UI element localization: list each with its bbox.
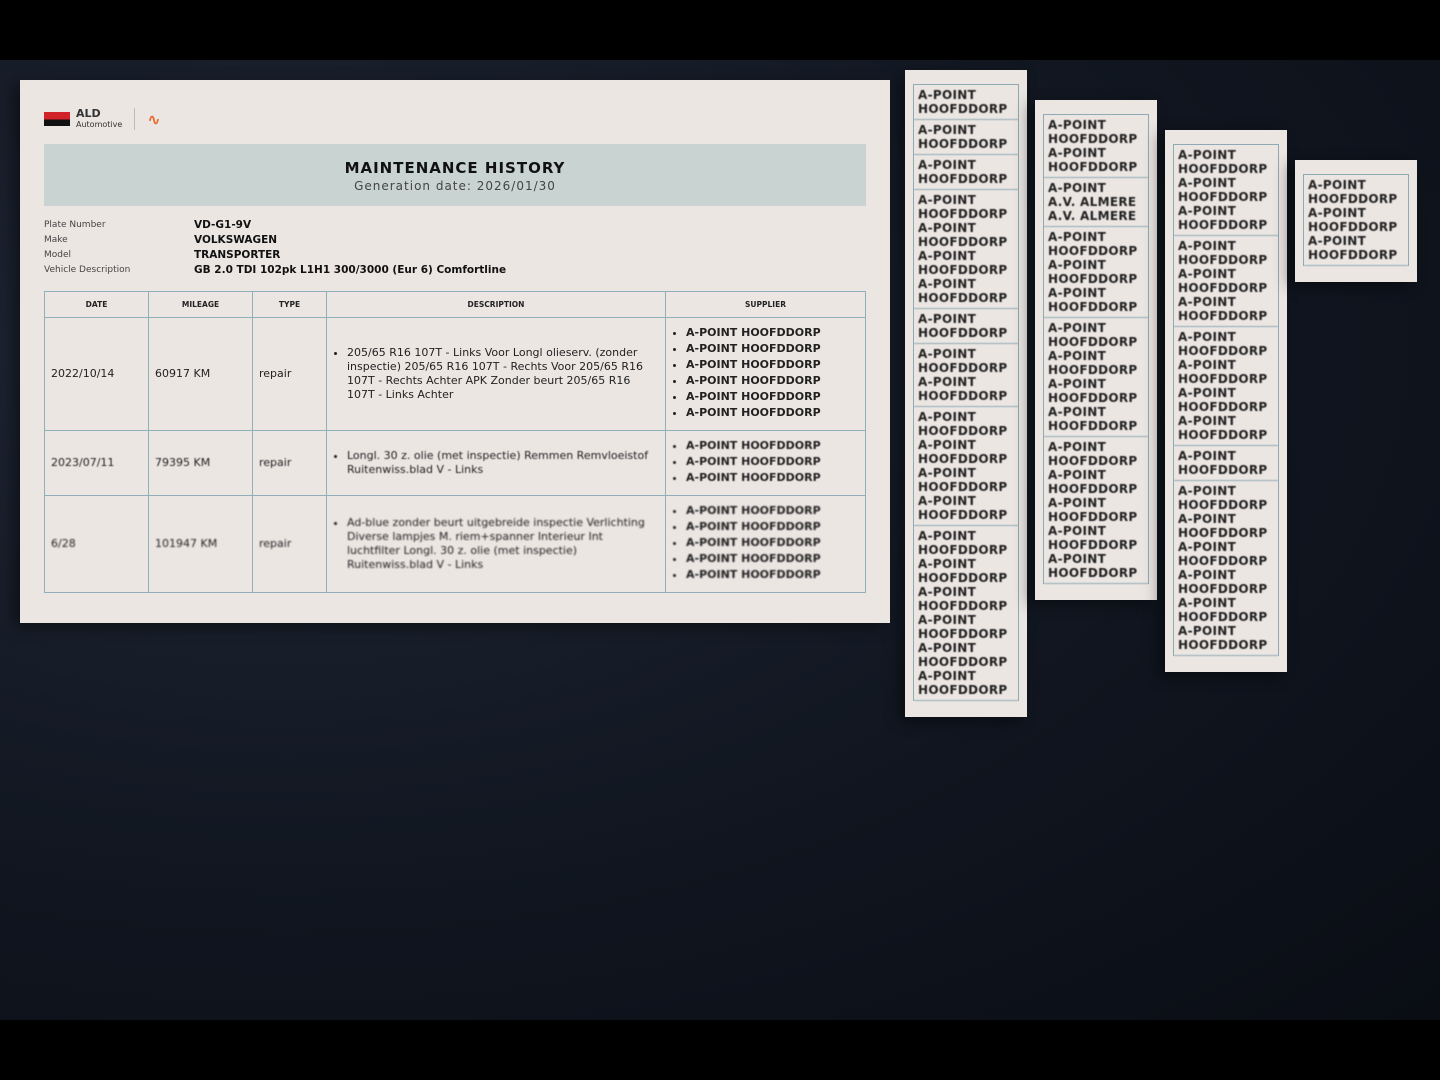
- supplier-column: [1303, 174, 1409, 266]
- supplier-name: A-POINT HOOFDDORP: [918, 466, 1008, 494]
- supplier-item: • A-POINT HOOFDDORP: [686, 552, 859, 566]
- supplier-name: A-POINT HOOFDDORP: [1308, 178, 1398, 206]
- supplier-item: • A-POINT HOOFDDORP: [686, 406, 859, 420]
- supplier-name: A-POINT HOOFDDORP: [1048, 377, 1138, 405]
- supplier-name: A-POINT HOOFDDORP: [1178, 295, 1268, 323]
- cell-supplier: [666, 318, 866, 431]
- supplier-cell: [1044, 178, 1148, 227]
- supplier-cell: [1174, 236, 1278, 327]
- supplier-name: A-POINT HOOFDDORP: [1048, 468, 1138, 496]
- supplier-item: • A-POINT HOOFDDORP: [686, 520, 859, 534]
- cell-date: 6/28: [45, 496, 149, 593]
- label-description: Vehicle Description: [44, 265, 131, 275]
- supplier-name: A-POINT HOOFDDORP: [918, 123, 1008, 151]
- cell-description: [327, 431, 666, 496]
- table-row: [45, 496, 866, 593]
- supplier-name: A.V. ALMERE: [1048, 195, 1137, 209]
- cell-type: repair: [253, 431, 327, 496]
- supplier-name: A-POINT HOOFDDORP: [1048, 405, 1138, 433]
- supplier-name: A-POINT HOOFDDORP: [1048, 230, 1138, 258]
- back-page: [905, 70, 1027, 717]
- supplier-item: • A-POINT HOOFDDORP: [686, 358, 859, 372]
- supplier-name: A-POINT HOOFDDORP: [918, 641, 1008, 669]
- col-date: DATE: [45, 292, 149, 318]
- supplier-name: A-POINT HOOFDDORP: [1048, 146, 1138, 174]
- supplier-name: A-POINT HOOFDDORP: [918, 585, 1008, 613]
- supplier-name: A-POINT HOOFDDORP: [918, 410, 1008, 438]
- supplier-name: A-POINT HOOFDDORP: [918, 249, 1008, 277]
- supplier-cell: [914, 309, 1018, 344]
- label-plate: Plate Number: [44, 220, 106, 230]
- supplier-name: A-POINT HOOFDDORP: [1048, 286, 1138, 314]
- header-band: [44, 144, 866, 206]
- supplier-name: A-POINT HOOFDDORP: [1308, 206, 1398, 234]
- supplier-name: A-POINT HOOFDDORP: [1178, 484, 1268, 512]
- table-row: [45, 431, 866, 496]
- supplier-name: A-POINT HOOFDDORP: [918, 312, 1008, 340]
- supplier-name: A-POINT HOOFDDORP: [918, 193, 1008, 221]
- cell-description: [327, 318, 666, 431]
- brand-logo-icon: [44, 112, 70, 126]
- supplier-name: A-POINT HOOFDDORP: [918, 375, 1008, 403]
- supplier-name: A-POINT HOOFDDORP: [1178, 568, 1268, 596]
- supplier-column: [1173, 144, 1279, 656]
- col-type: TYPE: [253, 292, 327, 318]
- maintenance-table: [44, 291, 866, 593]
- supplier-name: A-POINT HOOFDDORP: [918, 494, 1008, 522]
- supplier-cell: [1174, 145, 1278, 236]
- maintenance-history-page: [20, 80, 890, 623]
- supplier-name: A-POINT HOOFDDORP: [1048, 258, 1138, 286]
- description-text: • Ad-blue zonder beurt uitgebreide inspectie Verlichting Diverse lampjes M. riem+spanner Interieur Int luchtfilter Longl. 30 z. olie (met inspectie) Ruitenwiss.blad V - Links: [347, 516, 659, 572]
- supplier-name: A-POINT HOOFDDORP: [1048, 524, 1138, 552]
- supplier-item: • A-POINT HOOFDDORP: [686, 326, 859, 340]
- supplier-cell: [914, 85, 1018, 120]
- supplier-name: A-POINT HOOFDDORP: [1048, 496, 1138, 524]
- col-supplier: SUPPLIER: [666, 292, 866, 318]
- vehicle-description: GB 2.0 TDI 102pk L1H1 300/3000 (Eur 6) Comfortline: [194, 264, 507, 276]
- supplier-name: A-POINT HOOFDDORP: [1048, 349, 1138, 377]
- page-title: MAINTENANCE HISTORY: [344, 159, 566, 177]
- supplier-name: A-POINT HOOFDDORP: [918, 613, 1008, 641]
- supplier-cell: [914, 344, 1018, 407]
- supplier-cell: [1174, 446, 1278, 481]
- partner-logo-icon: ∿: [147, 109, 161, 129]
- cell-type: repair: [253, 318, 327, 431]
- supplier-name: A-POINT HOOFDDORP: [1178, 386, 1268, 414]
- supplier-item: • A-POINT HOOFDDORP: [686, 390, 859, 404]
- supplier-item: • A-POINT HOOFDDORP: [686, 504, 859, 518]
- supplier-name: A-POINT HOOFDDORP: [1308, 234, 1398, 262]
- supplier-name: A-POINT HOOFDDORP: [1178, 512, 1268, 540]
- supplier-cell: [1044, 318, 1148, 437]
- supplier-name: A-POINT HOOFDDORP: [918, 88, 1008, 116]
- back-page: [1295, 160, 1417, 282]
- supplier-name: A-POINT HOOFDDORP: [1178, 204, 1268, 232]
- supplier-name: A-POINT HOOFDDORP: [918, 158, 1008, 186]
- supplier-name: A-POINT HOOFDDORP: [918, 221, 1008, 249]
- supplier-cell: [1044, 437, 1148, 584]
- supplier-name: A-POINT HOOFDDORP: [1178, 540, 1268, 568]
- ald-automotive-logo: [44, 104, 866, 134]
- supplier-item: • A-POINT HOOFDDORP: [686, 342, 859, 356]
- cell-mileage: 60917 KM: [149, 318, 253, 431]
- model: TRANSPORTER: [194, 249, 281, 261]
- brand-name: ALD: [76, 107, 101, 120]
- supplier-name: A-POINT HOOFDDORP: [1178, 596, 1268, 624]
- supplier-cell: [914, 190, 1018, 309]
- plate-number: VD-G1-9V: [194, 219, 252, 231]
- supplier-cell: [1174, 327, 1278, 446]
- supplier-column: [1043, 114, 1149, 584]
- supplier-cell: [1304, 175, 1408, 266]
- supplier-cell: [914, 526, 1018, 701]
- supplier-name: A-POINT HOOFDDORP: [918, 529, 1008, 557]
- supplier-item: • A-POINT HOOFDDORP: [686, 536, 859, 550]
- cell-date: 2023/07/11: [45, 431, 149, 496]
- supplier-cell: [1174, 481, 1278, 656]
- supplier-name: A-POINT HOOFDDORP: [1178, 414, 1268, 442]
- cell-mileage: 79395 KM: [149, 431, 253, 496]
- supplier-name: A-POINT HOOFDDORP: [1178, 358, 1268, 386]
- supplier-name: A-POINT HOOFDDORP: [918, 347, 1008, 375]
- label-model: Model: [44, 250, 72, 260]
- back-page: [1035, 100, 1157, 600]
- supplier-cell: [1044, 115, 1148, 178]
- supplier-item: • A-POINT HOOFDDORP: [686, 374, 859, 388]
- supplier-name: A-POINT HOOFDDORP: [1178, 624, 1268, 652]
- logo-divider: [134, 108, 135, 130]
- supplier-cell: [914, 407, 1018, 526]
- supplier-name: A-POINT HOOFDDORP: [1048, 552, 1138, 580]
- supplier-name: A-POINT HOOFDDORP: [1178, 267, 1268, 295]
- supplier-name: A-POINT HOOFDDORP: [1048, 440, 1138, 468]
- supplier-item: • A-POINT HOOFDDORP: [686, 471, 859, 485]
- col-description: DESCRIPTION: [327, 292, 666, 318]
- supplier-name: A.V. ALMERE: [1048, 209, 1137, 223]
- supplier-name: A-POINT HOOFDDORP: [1178, 330, 1268, 358]
- col-mileage: MILEAGE: [149, 292, 253, 318]
- make: VOLKSWAGEN: [194, 234, 278, 246]
- supplier-name: A-POINT HOOFDDORP: [1178, 176, 1268, 204]
- description-text: • 205/65 R16 107T - Links Voor Longl olieserv. (zonder inspectie) 205/65 R16 107T - Rechts Voor 205/65 R16 107T - Rechts Achter APK Zonder beurt 205/65 R16 107T - Links Achter: [347, 346, 659, 402]
- cell-supplier: [666, 431, 866, 496]
- supplier-item: • A-POINT HOOFDDORP: [686, 439, 859, 453]
- photo-scene: [0, 60, 1440, 1020]
- table-row: [45, 318, 866, 431]
- supplier-name: A-POINT HOOFDDORP: [1178, 148, 1268, 176]
- cell-date: 2022/10/14: [45, 318, 149, 431]
- supplier-cell: [914, 120, 1018, 155]
- cell-type: repair: [253, 496, 327, 593]
- supplier-name: A-POINT HOOFDDORP: [918, 438, 1008, 466]
- cell-mileage: 101947 KM: [149, 496, 253, 593]
- description-text: • Longl. 30 z. olie (met inspectie) Remmen Remvloeistof Ruitenwiss.blad V - Links: [347, 449, 659, 477]
- back-page: [1165, 130, 1287, 672]
- supplier-name: A-POINT: [1048, 181, 1107, 195]
- supplier-cell: [914, 155, 1018, 190]
- supplier-name: A-POINT HOOFDDORP: [1048, 321, 1138, 349]
- cell-description: [327, 496, 666, 593]
- supplier-item: • A-POINT HOOFDDORP: [686, 568, 859, 582]
- label-make: Make: [44, 235, 68, 245]
- supplier-cell: [1044, 227, 1148, 318]
- vehicle-info: [44, 218, 866, 277]
- supplier-name: A-POINT HOOFDDORP: [1048, 118, 1138, 146]
- brand-sub: Automotive: [76, 120, 123, 129]
- cell-supplier: [666, 496, 866, 593]
- supplier-name: A-POINT HOOFDDORP: [1178, 449, 1268, 477]
- supplier-name: A-POINT HOOFDDORP: [1178, 239, 1268, 267]
- supplier-name: A-POINT HOOFDDORP: [918, 277, 1008, 305]
- supplier-name: A-POINT HOOFDDORP: [918, 557, 1008, 585]
- supplier-column: [913, 84, 1019, 701]
- generation-date: Generation date: 2026/01/30: [354, 179, 556, 193]
- supplier-item: • A-POINT HOOFDDORP: [686, 455, 859, 469]
- supplier-name: A-POINT HOOFDDORP: [918, 669, 1008, 697]
